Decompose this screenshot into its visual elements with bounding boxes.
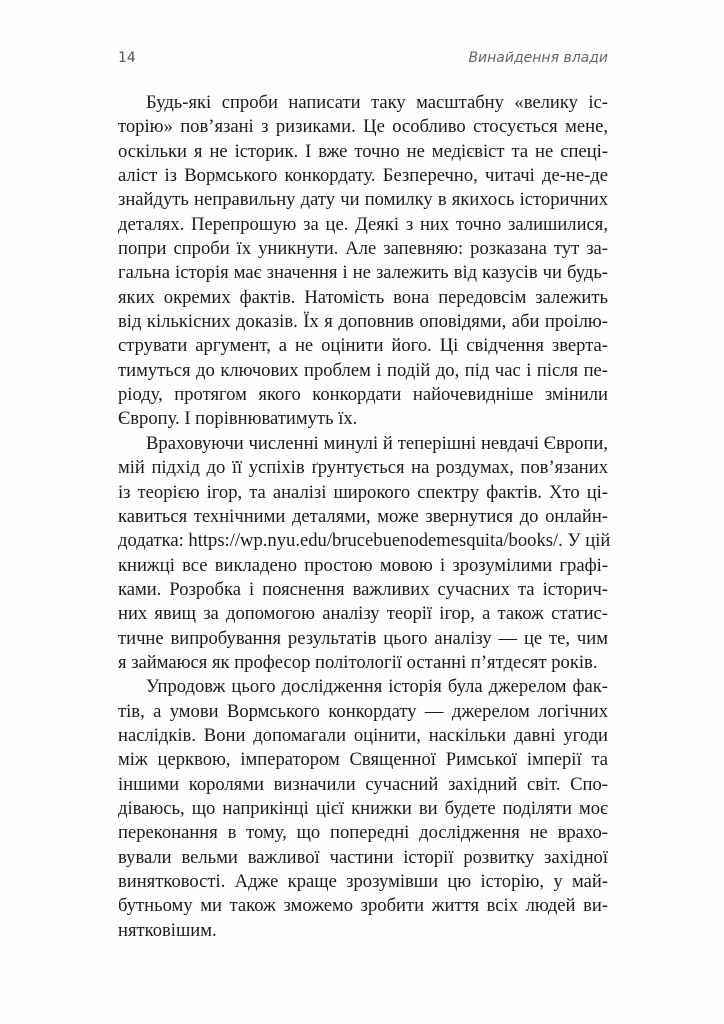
- text-line: Європу. І порівнюватимуть їх.: [118, 408, 358, 430]
- text-line: від кількісних доказів. Їх я доповнив оповідями, аби проілю-: [118, 311, 608, 333]
- text-line: них явищ за допомогою аналізу теорії ігор, а також статис-: [118, 603, 608, 625]
- text-line: я займаюся як професор політології останні п’ятдесят років.: [118, 651, 598, 673]
- text-line: струвати аргумент, а не оцінити його. Ці свідчення зверта-: [118, 335, 608, 357]
- text-line: між церквою, імператором Священної Римської імперії та: [118, 749, 608, 771]
- text-line: вували вельми важливої частини історії розвитку західної: [118, 846, 608, 868]
- book-title: Винайдення влади: [468, 50, 608, 66]
- text-line: Будь-які спроби написати таку масштабну «велику іс-: [146, 92, 608, 113]
- text-line: тичне випробування результатів цього аналізу — це те, чим: [118, 627, 608, 649]
- text-line: книжці все викладено простою мовою і зрозумілими графі-: [118, 554, 608, 576]
- paragraph: [118, 91, 608, 432]
- text-line: винятковості. Адже краще зрозумівши цю історію, у май-: [118, 871, 608, 892]
- text-line: аліст із Вормського конкордату. Безперечно, читачі де-не-де: [118, 165, 608, 187]
- text-line: оскільки я не історик. І вже точно не медієвіст та не спеці-: [118, 140, 608, 162]
- text-line: гальна історія має значення і не залежить від казусів чи будь-: [118, 262, 608, 284]
- text-line: тів, а умови Вормського конкордату — джерелом логічних: [118, 700, 608, 722]
- running-head: [118, 50, 608, 72]
- text-line: переконання в тому, що попередні дослідження не врахо-: [118, 822, 608, 844]
- text-line: торію» пов’язані з ризиками. Це особливо стосується мене,: [118, 116, 608, 138]
- text-line: наслідків. Вони допомагали оцінити, наскільки давні угоди: [118, 724, 608, 746]
- paragraph: [118, 675, 608, 943]
- text-line: кавиться технічними деталями, може звернутися до онлайн-: [118, 505, 608, 527]
- text-line: знайдуть неправильну дату чи помилку в якихось історичних: [118, 189, 608, 211]
- text-line: із теорією ігор, та аналізі широкого спектру фактів. Хто ці-: [118, 481, 608, 503]
- paragraph: [118, 432, 611, 675]
- text-line: діваюсь, що наприкінці цієї книжки ви будете поділяти моє: [118, 797, 608, 819]
- text-line: яких окремих фактів. Натомість вона передовсім залежить: [118, 286, 608, 308]
- text-line: мій підхід до її успіхів ґрунтується на роздумах, пов’язаних: [118, 457, 608, 479]
- text-line: ками. Розробка і пояснення важливих сучасних та історич-: [118, 578, 608, 600]
- text-line: Враховуючи численні минулі й теперішні невдачі Європи,: [146, 432, 608, 454]
- text-line: попри спроби їх уникнути. Але запевняю: розказана тут за-: [118, 238, 608, 260]
- text-line: нятковішим.: [118, 919, 217, 941]
- text-line: Упродовж цього дослідження історія була джерелом фак-: [146, 676, 608, 698]
- body-text: [118, 91, 611, 943]
- text-line: бутньому ми також зможемо зробити життя всіх людей ви-: [118, 895, 608, 917]
- page-number: 14: [118, 50, 136, 66]
- text-line: тимуться до ключових проблем і подій до, під час і після пе-: [118, 359, 608, 381]
- text-line: деталях. Перепрошую за це. Деякі з них точно залишилися,: [118, 213, 608, 235]
- text-line: ріоду, протягом якого конкордати найочевидніше змінили: [118, 384, 608, 406]
- text-line: додатка: https://wp.nyu.edu/brucebuenodemesquita/books/. У цій: [118, 530, 611, 552]
- text-line: іншими королями визначили сучасний західний світ. Спо-: [118, 773, 608, 795]
